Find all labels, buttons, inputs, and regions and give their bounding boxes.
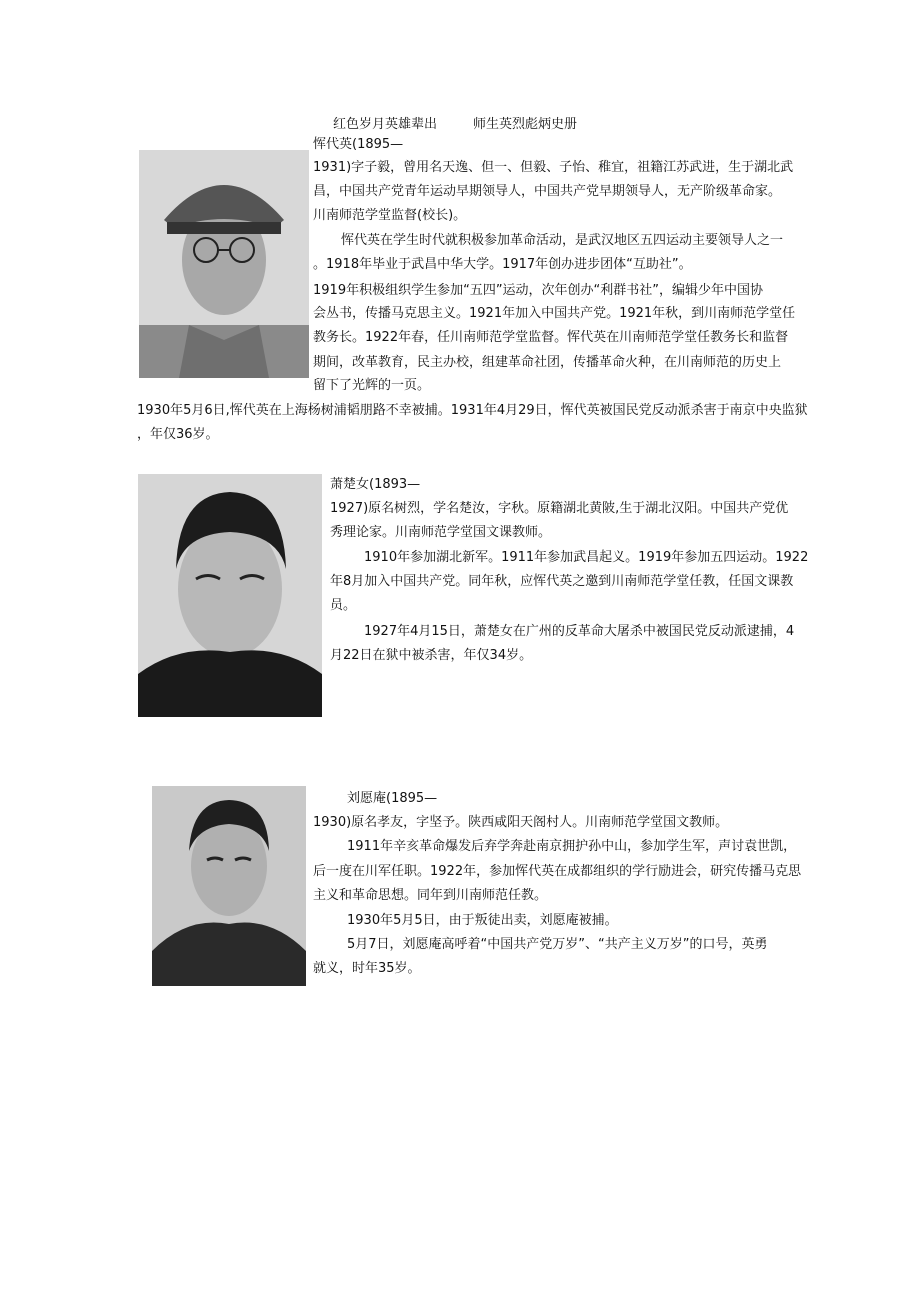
bio-line: 1930年5月5日，由于叛徒出卖，刘愿庵被捕。 xyxy=(347,913,618,928)
bio-line: 恽代英(1895— xyxy=(313,137,404,152)
bio-line: 1911年辛亥革命爆发后弃学奔赴南京拥护孙中山，参加学生军，声讨袁世凯， xyxy=(347,839,797,854)
bio-line: 刘愿庵(1895— xyxy=(347,791,438,806)
bio-line: 昌，中国共产党青年运动早期领导人，中国共产党早期领导人，无产阶级革命家。 xyxy=(313,184,782,199)
bio-line: 1930)原名孝友，字坚予。陕西咸阳天阁村人。川南师范学堂国文教师。 xyxy=(313,815,729,830)
bio-line: 1931)字子毅，曾用名天逸、但一、但毅、子怡、稚宜，祖籍江苏武进，生于湖北武 xyxy=(313,160,794,175)
bio-line: 1919年积极组织学生参加“五四”运动，次年创办“利群书社”，编辑少年中国协 xyxy=(313,283,764,298)
bio-line: 会丛书，传播马克思主义。1921年加入中国共产党。1921年秋，到川南师范学堂任 xyxy=(313,306,796,321)
bio-line: 教务长。1922年春，任川南师范学堂监督。恽代英在川南师范学堂任教务长和监督 xyxy=(313,330,789,345)
bio-line: 川南师范学堂监督(校长)。 xyxy=(313,208,467,223)
bio-line: 月22日在狱中被杀害，年仅34岁。 xyxy=(330,648,533,663)
bio-line: ，年仅36岁。 xyxy=(137,427,219,442)
bio-line: 1927)原名树烈，学名楚汝，字秋。原籍湖北黄陂,生于湖北汉阳。中国共产党优 xyxy=(330,501,789,516)
bio-line: 1910年参加湖北新军。1911年参加武昌起义。1919年参加五四运动。1922 xyxy=(364,550,809,565)
bio-line: 留下了光辉的一页。 xyxy=(313,378,431,393)
bio-line: 1930年5月6日,恽代英在上海杨树浦韬朋路不幸被捕。1931年4月29日，恽代英被国民党反动派杀害于南京中央监狱 xyxy=(137,403,808,418)
bio-line: 主义和革命思想。同年到川南师范任教。 xyxy=(313,888,548,903)
bio-line: 5月7日，刘愿庵高呼着“中国共产党万岁”、“共产主义万岁”的口号，英勇 xyxy=(347,937,768,952)
header-left-title: 红色岁月英雄辈出 xyxy=(333,117,438,132)
bio-line: 萧楚女(1893— xyxy=(330,477,421,492)
portrait-photo xyxy=(139,150,309,378)
bio-line: 。1918年毕业于武昌中华大学。1917年创办进步团体“互助社”。 xyxy=(313,257,692,272)
bio-line: 1927年4月15日，萧楚女在广州的反革命大屠杀中被国民党反动派逮捕，4 xyxy=(364,624,795,639)
bio-line: 年8月加入中国共产党。同年秋，应恽代英之邀到川南师范学堂任教，任国文课教 xyxy=(330,574,794,589)
bio-line: 就义，时年35岁。 xyxy=(313,961,421,976)
bio-line: 员。 xyxy=(330,598,357,613)
portrait-photo xyxy=(138,474,322,717)
bio-line: 期间，改革教育，民主办校，组建革命社团，传播革命火种，在川南师范的历史上 xyxy=(313,355,782,370)
portrait-photo xyxy=(152,786,306,986)
bio-line: 后一度在川军任职。1922年，参加恽代英在成都组织的学行励进会，研究传播马克思 xyxy=(313,864,802,879)
header-right-title: 师生英烈彪炳史册 xyxy=(473,117,578,132)
bio-line: 秀理论家。川南师范学堂国文课教师。 xyxy=(330,525,552,540)
bio-line: 恽代英在学生时代就积极参加革命活动，是武汉地区五四运动主要领导人之一 xyxy=(341,233,784,248)
